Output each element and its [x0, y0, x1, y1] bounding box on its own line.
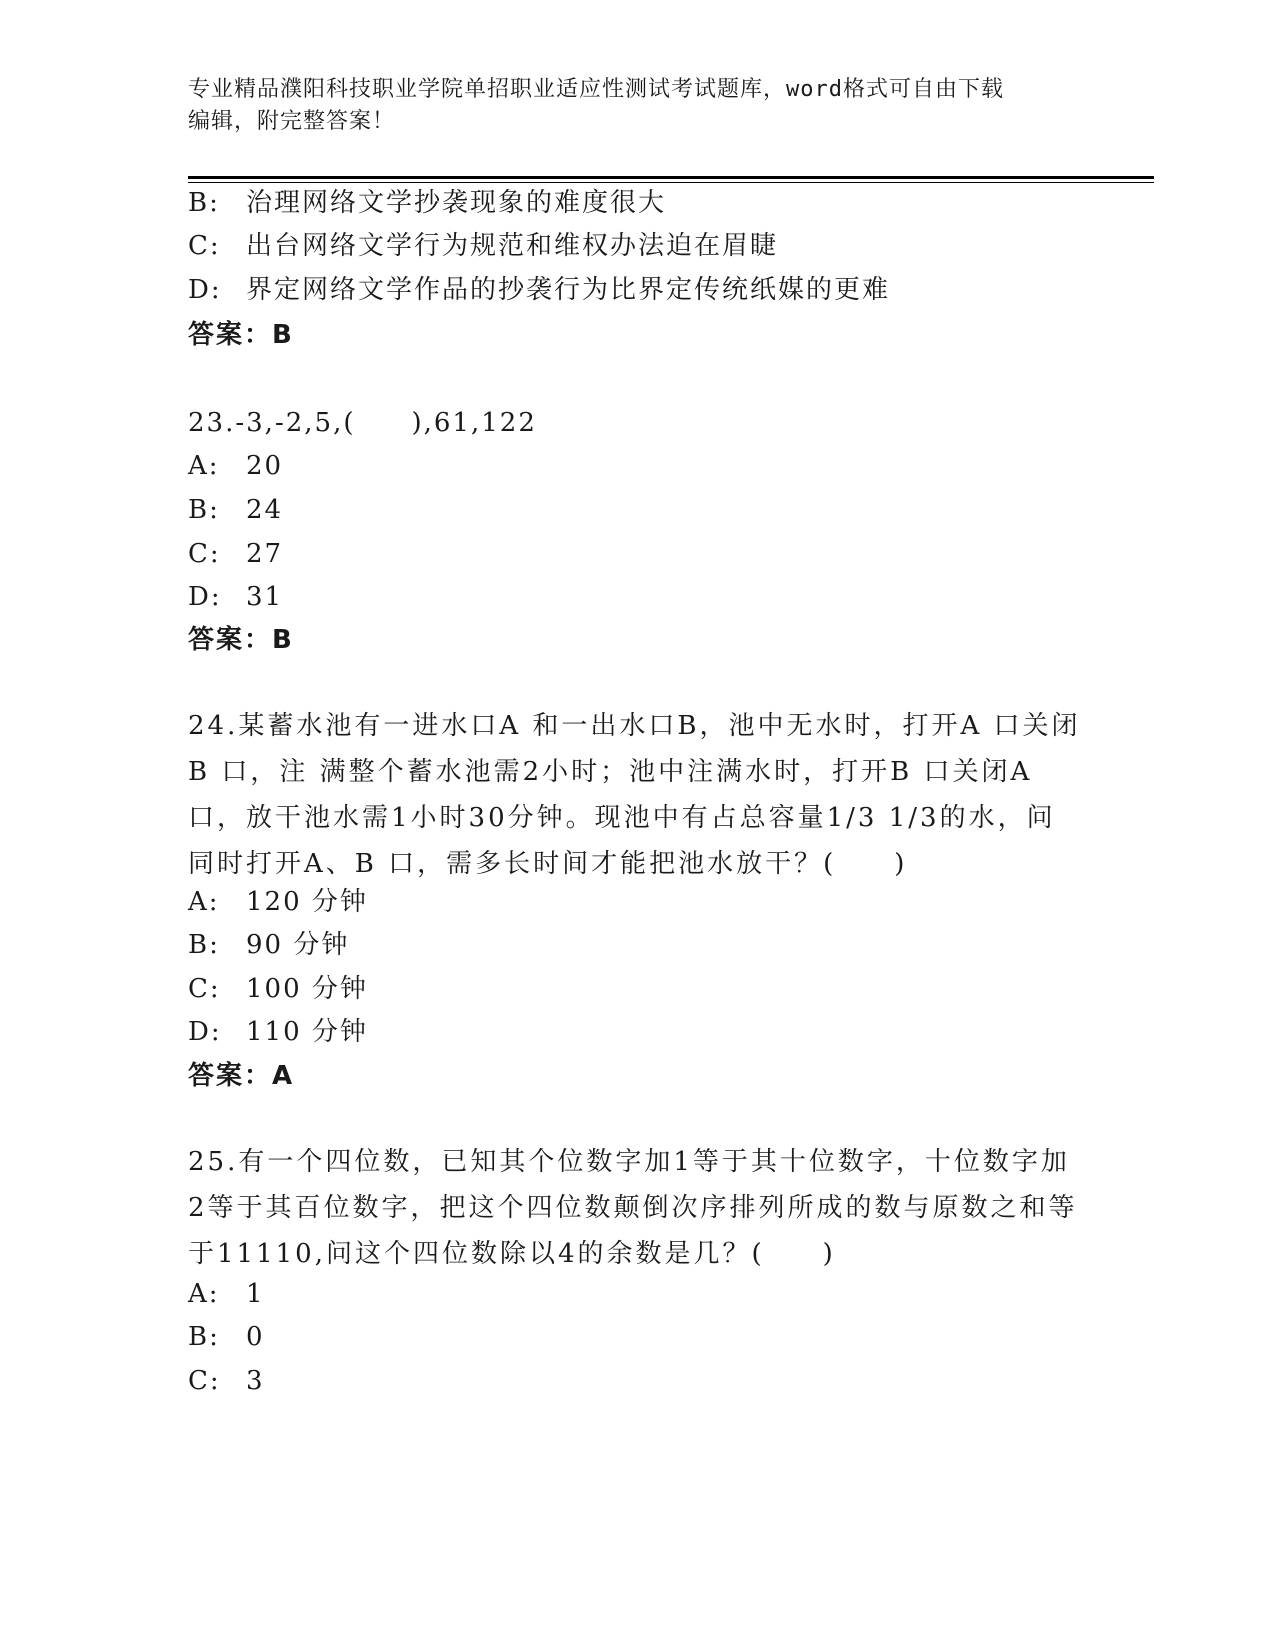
- option-label: D:: [188, 275, 222, 305]
- prev-option-c: [188, 231, 778, 261]
- option-text: 120 分钟: [246, 887, 368, 917]
- q24-stem: [188, 703, 1088, 887]
- q25-stem-line: 25.有一个四位数，已知其个位数字加1等于其十位数字，十位数字加: [188, 1147, 1070, 1177]
- option-label: B:: [188, 930, 220, 960]
- header-line-2: 编辑，附完整答案！: [188, 109, 396, 134]
- q24-option-c: [188, 974, 368, 1004]
- option-label: A:: [188, 1279, 220, 1309]
- prev-option-b: [188, 188, 666, 218]
- option-label: B:: [188, 495, 220, 525]
- option-label: D:: [188, 582, 222, 612]
- header-rule-thin: [188, 182, 1154, 183]
- option-text: 27: [246, 539, 284, 569]
- option-text: 100 分钟: [246, 974, 368, 1004]
- header-rule-thick: [188, 176, 1154, 179]
- header-line-1: 专业精品濮阳科技职业学院单招职业适应性测试考试题库，word格式可自由下载: [188, 77, 1004, 102]
- q24-option-d: [188, 1017, 368, 1047]
- option-label: C:: [188, 1366, 221, 1396]
- option-text: 24: [246, 495, 284, 525]
- prev-option-d: [188, 275, 890, 305]
- option-text: 界定网络文学作品的抄袭行为比界定传统纸媒的更难: [246, 275, 891, 305]
- option-text: 治理网络文学抄袭现象的难度很大: [246, 188, 667, 218]
- q23-option-a: [188, 451, 283, 481]
- q24-stem-line: 24.某蓄水池有一进水口A 和一出水口B，池中无水时，打开A 口关闭: [188, 711, 1081, 741]
- option-label: B:: [188, 188, 220, 218]
- option-text: 90 分钟: [246, 930, 350, 960]
- q23-option-c: [188, 539, 283, 569]
- option-label: C:: [188, 974, 221, 1004]
- q25-stem-line: 2等于其百位数字，把这个四位数颠倒次序排列所成的数与原数之和等: [188, 1193, 1078, 1223]
- option-text: 3: [246, 1366, 265, 1396]
- q25-option-b: [188, 1322, 265, 1352]
- q23-stem: 23.-3,-2,5,( ),61,122: [188, 408, 537, 438]
- option-label: D:: [188, 1017, 222, 1047]
- option-label: A:: [188, 451, 220, 481]
- option-text: 20: [246, 451, 284, 481]
- q23-answer: 答案：B: [188, 625, 294, 655]
- option-text: 0: [246, 1322, 265, 1352]
- option-label: C:: [188, 539, 221, 569]
- q24-answer: 答案：A: [188, 1061, 295, 1091]
- q24-stem-line: 同时打开A、B 口，需多长时间才能把池水放干？( ): [188, 849, 908, 879]
- option-label: A:: [188, 887, 220, 917]
- q25-stem: [188, 1139, 1088, 1277]
- option-text: 31: [246, 582, 284, 612]
- option-label: B:: [188, 1322, 220, 1352]
- q25-option-c: [188, 1366, 265, 1396]
- option-label: C:: [188, 231, 221, 261]
- page-header: [188, 74, 1088, 138]
- option-text: 110 分钟: [246, 1017, 368, 1047]
- q23-option-d: [188, 582, 283, 612]
- option-text: 1: [246, 1279, 265, 1309]
- q24-option-a: [188, 887, 368, 917]
- q24-option-b: [188, 930, 349, 960]
- q25-option-a: [188, 1279, 265, 1309]
- option-text: 出台网络文学行为规范和维权办法迫在眉睫: [246, 231, 779, 261]
- q25-stem-line: 于11110,问这个四位数除以4的余数是几？( ): [188, 1239, 836, 1269]
- prev-answer: 答案：B: [188, 320, 294, 350]
- q24-stem-line: B 口，注 满整个蓄水池需2小时；池中注满水时，打开B 口关闭A: [188, 757, 1033, 787]
- q23-option-b: [188, 495, 283, 525]
- q24-stem-line: 口，放干池水需1小时30分钟。现池中有占总容量1/3 1/3的水，问: [188, 803, 1056, 833]
